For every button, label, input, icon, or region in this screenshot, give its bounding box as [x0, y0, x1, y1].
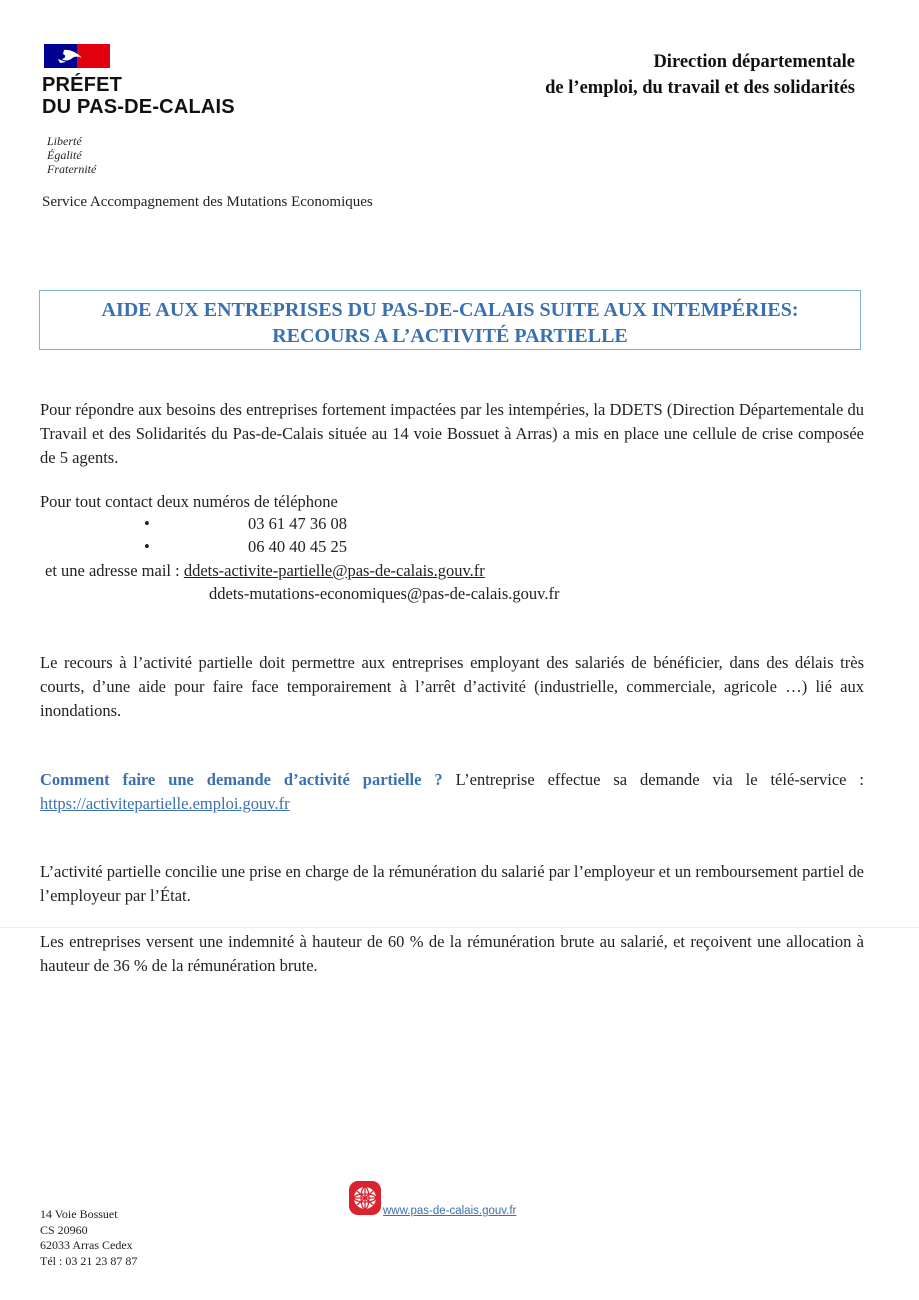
indemnity-paragraph: Les entreprises versent une indemnité à hauteur de 60 % de la rémunération brute au salarié, et reçoivent une allocation à hauteur de 36 % de la rémunération brute.: [40, 932, 864, 975]
motto-fraternite: Fraternité: [47, 162, 97, 176]
how-to-apply-paragraph: [40, 768, 864, 816]
marianne-logo-icon: [44, 44, 110, 68]
address-phone: Tél : 03 21 23 87 87: [40, 1253, 138, 1268]
address-street: 14 Voie Bossuet: [40, 1207, 118, 1221]
divider: [0, 927, 919, 928]
bullet-icon: •: [144, 537, 150, 556]
how-to-apply-question: Comment faire une demande d’activité partielle ?: [40, 770, 443, 789]
phone-row-1: [40, 514, 440, 536]
intro-paragraph: Pour répondre aux besoins des entreprises fortement impactées par les intempéries, la DDETS (Direction Départementale du Travail et des Solidarités du Pas-de-Calais située au 14 voie Bossuet à Arras) a mis en place une cellule de crise composée de 5 agents.: [40, 400, 864, 467]
footer-address: [40, 1207, 137, 1269]
service-name: Service Accompagnement des Mutations Economiques: [42, 194, 373, 210]
prefet-line1: PRÉFET: [42, 74, 123, 96]
phone-number-2: 06 40 40 45 25: [248, 537, 347, 556]
remuneration-paragraph: L’activité partielle concilie une prise en charge de la rémunération du salarié par l’employeur et un remboursement partiel de l’employeur par l’État.: [40, 862, 864, 905]
address-city: 62033 Arras Cedex: [40, 1238, 133, 1252]
activity-paragraph: Le recours à l’activité partielle doit permettre aux entreprises employant des salariés de bénéficier, dans des délais très courts, d’une aide pour faire face temporairement à l’arrêt d’activité (industrielle, commerciale, agricole …) lié aux inondations.: [40, 653, 864, 720]
website-link[interactable]: www.pas-de-calais.gouv.fr: [383, 1205, 517, 1217]
address-cs: CS 20960: [40, 1222, 88, 1237]
direction-line2: de l’emploi, du travail et des solidarités: [545, 78, 855, 98]
contact-label: Pour tout contact deux numéros de téléphone: [40, 492, 338, 511]
phone-row-2: [40, 537, 440, 559]
direction-name: [545, 49, 855, 101]
prefecture-name: [42, 74, 235, 118]
document-title: [39, 290, 861, 350]
pas-de-calais-logo-icon: [348, 1180, 382, 1216]
republic-motto: [47, 134, 96, 176]
mail-row: [45, 561, 485, 581]
email-mutations-economiques: ddets-mutations-economiques@pas-de-calais.gouv.fr: [209, 584, 560, 603]
title-line1: AIDE AUX ENTREPRISES DU PAS-DE-CALAIS SUITE AUX INTEMPÉRIES:: [101, 299, 799, 321]
how-to-apply-text: L’entreprise effectue sa demande via le télé-service :: [442, 770, 864, 789]
phone-number-1: 03 61 47 36 08: [248, 514, 347, 533]
mail-label: et une adresse mail :: [45, 561, 184, 580]
bullet-icon: •: [144, 514, 150, 533]
prefet-line2: DU PAS-DE-CALAIS: [42, 96, 235, 118]
direction-line1: Direction départementale: [653, 52, 855, 72]
email-link-activite-partielle[interactable]: ddets-activite-partielle@pas-de-calais.gouv.fr: [183, 561, 485, 580]
title-line2: RECOURS A L’ACTIVITÉ PARTIELLE: [272, 325, 628, 347]
motto-egalite: Égalité: [47, 148, 82, 162]
teleservice-link[interactable]: https://activitepartielle.emploi.gouv.fr: [40, 794, 290, 813]
motto-liberte: Liberté: [47, 134, 82, 148]
